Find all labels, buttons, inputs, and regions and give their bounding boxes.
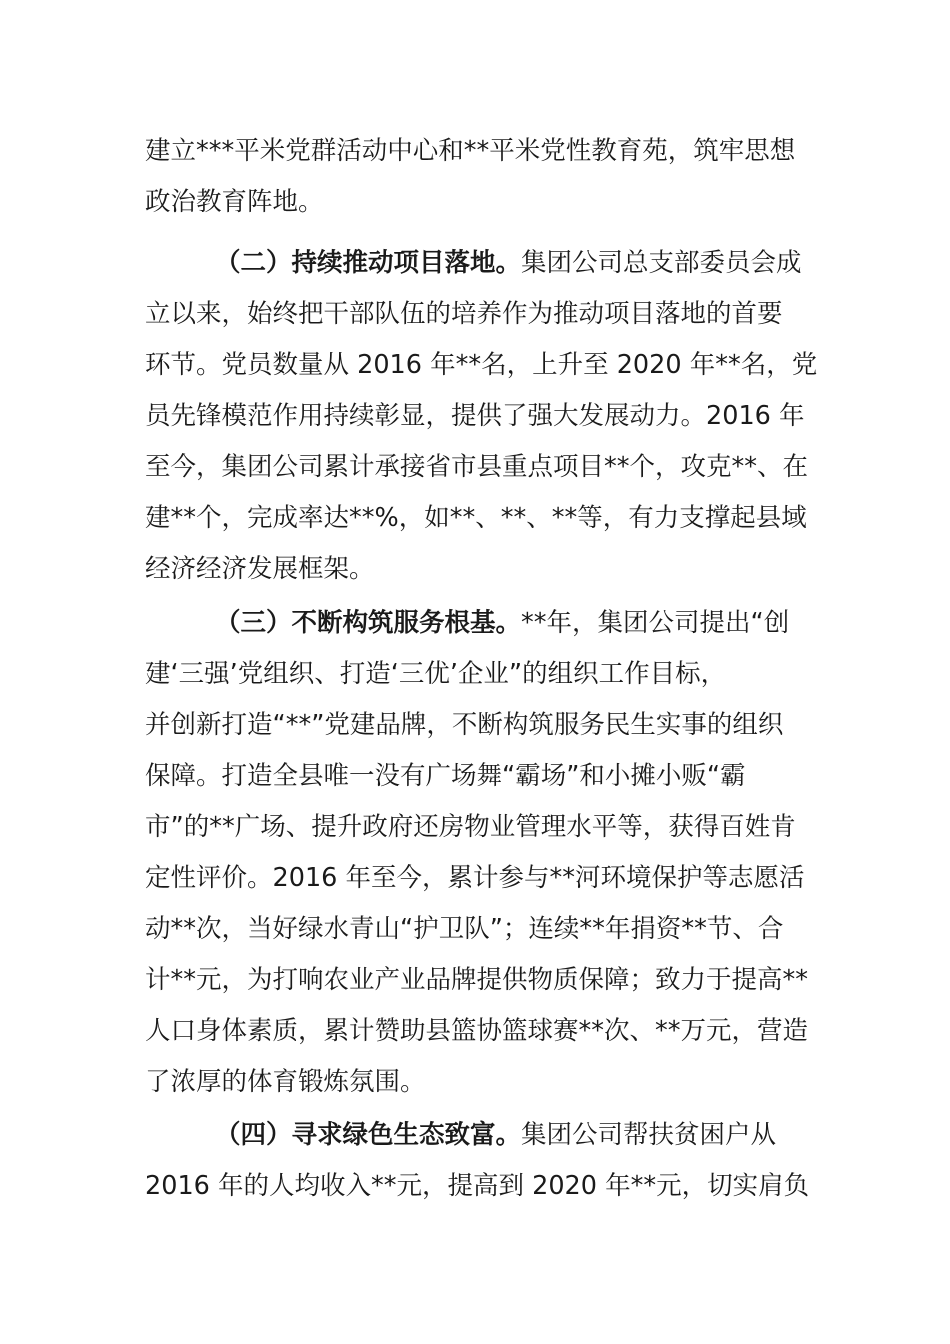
section-heading: （二）持续推动项目落地。: [215, 248, 522, 278]
paragraph-line: 经济经济发展框架。: [145, 554, 375, 584]
paragraph-line: 建‘三强’党组织、打造‘三优’企业”的组织工作目标，: [145, 659, 727, 689]
paragraph-line: 动**次，当好绿水青山“护卫队”；连续**年捐资**节、合: [145, 914, 784, 944]
paragraph-4: [145, 1110, 810, 1212]
paragraph-line: 2016 年的人均收入**元，提高到 2020 年**元，切实肩负: [145, 1171, 810, 1201]
paragraph-line: 立以来，始终把干部队伍的培养作为推动项目落地的首要: [145, 299, 783, 329]
paragraph-first-line: [145, 598, 810, 649]
section-heading: （四）寻求绿色生态致富。: [215, 1120, 522, 1150]
paragraph-1: [145, 126, 810, 228]
paragraph-line: 并创新打造“**”党建品牌，不断构筑服务民生实事的组织: [145, 710, 784, 740]
paragraph-line: 保障。打造全县唯一没有广场舞“霸场”和小摊小贩“霸: [145, 761, 746, 791]
paragraph-line: 至今，集团公司累计承接省市县重点项目**个，攻克**、在: [145, 452, 809, 482]
paragraph-2: [145, 238, 818, 595]
paragraph-line: 建**个，完成率达**%，如**、**、**等，有力支撑起县域: [145, 503, 807, 533]
first-line-text: 集团公司总支部委员会成: [521, 248, 802, 278]
paragraph-3: [145, 598, 810, 1108]
paragraph-line: 市”的**广场、提升政府还房物业管理水平等，获得百姓肯: [145, 812, 796, 842]
paragraph-line: 定性评价。2016 年至今，累计参与**河环境保护等志愿活: [145, 863, 805, 893]
paragraph-line: 环节。党员数量从 2016 年**名，上升至 2020 年**名，党: [145, 350, 818, 380]
first-line-text: **年，集团公司提出“创: [521, 608, 790, 638]
paragraph-line: 了浓厚的体育锻炼氛围。: [145, 1067, 426, 1097]
paragraph-first-line: [145, 238, 810, 289]
paragraph-first-line: [145, 1110, 810, 1161]
paragraph-line: 政治教育阵地。: [145, 187, 324, 217]
paragraph-line: 建立***平米党群活动中心和**平米党性教育苑，筑牢思想: [145, 136, 796, 166]
paragraph-line: 人口身体素质，累计赞助县篮协篮球赛**次、**万元，营造: [145, 1016, 809, 1046]
paragraph-line: 计**元，为打响农业产业品牌提供物质保障；致力于提高**: [145, 965, 809, 995]
first-line-text: 集团公司帮扶贫困户从: [521, 1120, 777, 1150]
paragraph-line: 员先锋模范作用持续彰显，提供了强大发展动力。2016 年: [145, 401, 805, 431]
section-heading: （三）不断构筑服务根基。: [215, 608, 522, 638]
